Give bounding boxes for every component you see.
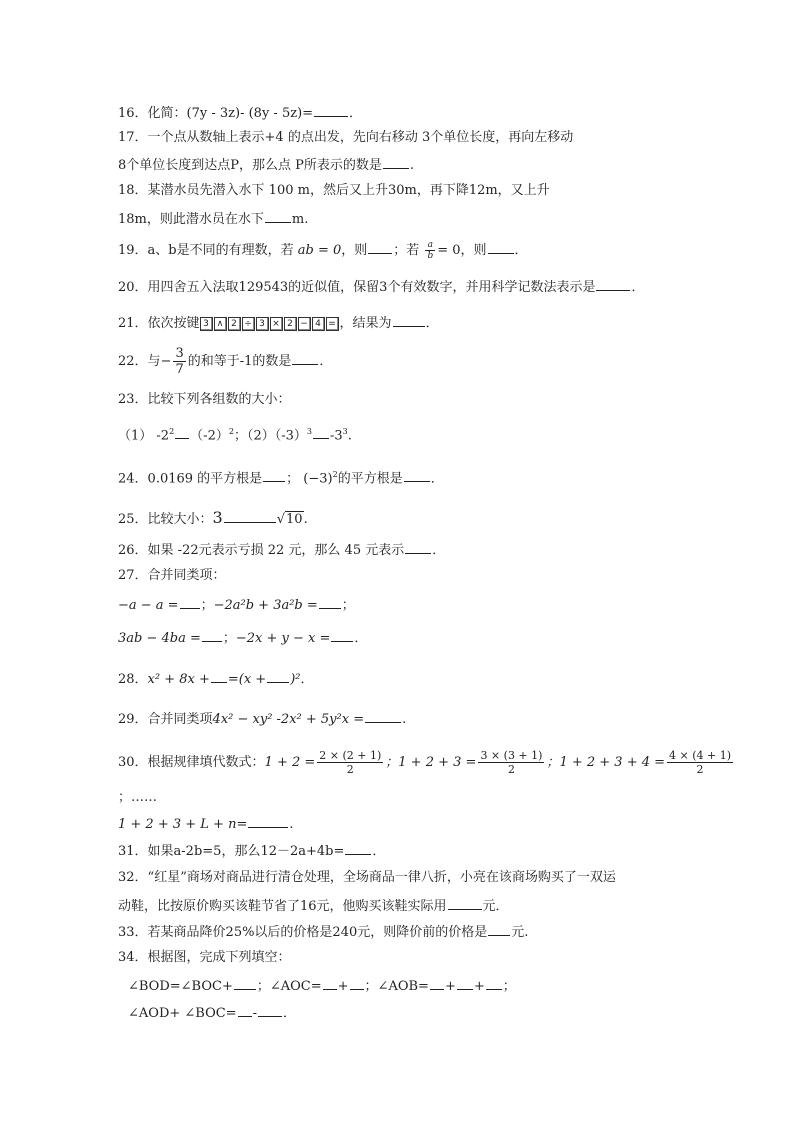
q34-blank2[interactable] — [323, 977, 337, 990]
q32-blank[interactable] — [448, 897, 482, 910]
q18-blank[interactable] — [265, 210, 291, 223]
calculator-key: = — [326, 317, 339, 331]
q34-blank3[interactable] — [350, 977, 364, 990]
q25-sqrt — [277, 509, 304, 531]
q30-general: 1 + 2 + 3 + L + n= — [118, 817, 248, 832]
q21-text-a: 21．依次按键 — [118, 316, 200, 331]
question-34-line3 — [128, 1004, 296, 1023]
question-16 — [118, 104, 362, 123]
calculator-key: 3 — [200, 317, 213, 331]
q32-line1: 32．“红星”商场对商品进行清仓处理，全场商品一律八折，小亮在该商场购买了一双运 — [118, 870, 616, 885]
q30-frac1-den: 2 — [346, 763, 354, 776]
question-29 — [118, 710, 406, 729]
q30-ellipsis: ；…… — [118, 790, 158, 805]
q30-end: . — [289, 817, 294, 832]
q27-end: ． — [354, 631, 368, 646]
q17-end: . — [409, 158, 415, 173]
calculator-key: ÷ — [242, 317, 255, 331]
question-23-line2 — [118, 423, 352, 445]
q25-text-a: 25．比较大小： — [118, 512, 213, 527]
question-23-line1 — [118, 391, 291, 409]
q34-l1f: + — [473, 979, 485, 994]
q23-exp2: 2 — [228, 427, 234, 436]
q29-end: . — [402, 712, 407, 727]
q19-frac-den: b — [427, 251, 434, 261]
q27-sep2: ； — [341, 598, 355, 613]
q33-blank[interactable] — [488, 923, 510, 936]
question-30-line3 — [118, 815, 293, 834]
q22-blank[interactable] — [292, 352, 318, 365]
q32-end: 元． — [482, 899, 509, 914]
q19-end: ． — [514, 243, 528, 258]
q19-frac-num: a — [425, 240, 435, 251]
q34-blank5[interactable] — [457, 977, 473, 990]
q34-title: 34．根据图，完成下列填空： — [118, 950, 291, 965]
q17-line1: 17．一个点从数轴上表示+4 的点出发，先向右移动 3个单位长度，再向左移动 — [118, 130, 574, 145]
q28-expr2: =(x + — [227, 672, 267, 687]
question-32-line2 — [118, 897, 509, 916]
q30-sum2: ；1 + 2 + 3 = — [385, 755, 477, 770]
q28-expr1: x² + 8x + — [147, 672, 210, 687]
q24-text-b: ； (−3) — [286, 471, 333, 487]
q27-blank1[interactable] — [180, 596, 200, 609]
q19-text-b: ，则 — [341, 243, 368, 258]
q30-frac1 — [317, 749, 383, 776]
q34-blank4[interactable] — [430, 977, 444, 990]
q23-exp1: 2 — [169, 427, 175, 436]
q19-text-c: ；若 — [393, 243, 420, 258]
q24-blank2[interactable] — [404, 469, 430, 482]
q34-l1a: ∠BOD=∠BOC+ — [128, 979, 233, 994]
q30-frac2-den: 2 — [507, 763, 515, 776]
q29-blank[interactable] — [365, 710, 401, 723]
q24-exp: 2 — [332, 470, 338, 479]
question-20 — [118, 278, 644, 297]
q25-radicand: 10 — [286, 512, 303, 527]
radical-sign-icon: √ — [276, 512, 286, 527]
q23-blank2[interactable] — [313, 426, 329, 439]
q25-blank[interactable] — [224, 510, 276, 523]
question-33 — [118, 923, 528, 942]
calculator-key: 4 — [312, 317, 325, 331]
q30-blank[interactable] — [248, 815, 288, 828]
q34-l2a: ∠AOD+ ∠BOC= — [128, 1006, 237, 1021]
q26-end: ． — [432, 543, 446, 558]
q22-fraction — [173, 346, 185, 377]
q23-p3: ；（2）（-3） — [233, 428, 307, 444]
q34-l1d: ；∠AOB= — [364, 979, 429, 994]
q22-text-b: 的和等于-1的数是 — [187, 354, 292, 369]
q21-blank[interactable] — [393, 314, 425, 327]
q27-expr1: −a − a = — [118, 598, 179, 613]
calculator-key: 2 — [284, 317, 297, 331]
calculator-key: ∧ — [214, 317, 227, 331]
q30-sum1: 1 + 2 = — [264, 755, 316, 770]
calculator-key: × — [270, 317, 283, 331]
q27-sep1: ； — [200, 598, 214, 613]
q23-p4: -3 — [329, 428, 343, 444]
question-30 — [118, 746, 735, 780]
q29-text: 29．合并同类项 — [118, 712, 213, 727]
q19-text-d: ，则 — [460, 243, 487, 258]
question-34-line2 — [128, 977, 516, 996]
q34-l1g: ； — [502, 979, 516, 994]
q23-end: . — [347, 428, 352, 444]
q23-exp4: 3 — [342, 427, 348, 436]
q34-l2b: - — [252, 1006, 257, 1021]
q27-expr2: −2a²b + 3a²b = — [213, 598, 318, 613]
q34-blank6[interactable] — [486, 977, 502, 990]
question-19 — [118, 238, 528, 264]
q28-blank2[interactable] — [267, 670, 289, 683]
q19-blank1[interactable] — [368, 241, 392, 254]
question-30-line2 — [118, 789, 157, 807]
q30-frac3-den: 2 — [696, 763, 704, 776]
q30-text: 30．根据规律填代数式： — [118, 755, 265, 770]
q24-text-a: 24．0.0169 的平方根是 — [118, 471, 263, 487]
q20-end: ． — [631, 280, 645, 295]
question-32-line1 — [118, 869, 616, 887]
question-28 — [118, 670, 314, 689]
calculator-key: − — [298, 317, 311, 331]
q25-end: . — [303, 512, 308, 527]
q16-end: ． — [349, 106, 363, 121]
calculator-key-sequence — [200, 316, 340, 331]
q27-expr3: 3ab − 4ba = — [118, 631, 201, 646]
q27-blank3[interactable] — [202, 629, 222, 642]
q20-blank[interactable] — [596, 278, 630, 291]
q21-end: ． — [425, 316, 439, 331]
q30-frac3 — [667, 749, 733, 776]
q30-frac2-num: 3 × (3 + 1) — [480, 749, 543, 762]
q17-blank[interactable] — [383, 156, 409, 169]
q18-line1: 18．某潜水员先潜入水下 100 m，然后又上升30m，再下降12m，又上升 — [118, 183, 550, 198]
q34-blank1[interactable] — [234, 977, 256, 990]
q30-frac1-num: 2 × (2 + 1) — [319, 749, 382, 762]
q17-line2: 8个单位长度到达点P，那么点 P所表示的数是 — [118, 158, 382, 173]
q31-blank[interactable] — [345, 842, 371, 855]
q28-num: 28． — [118, 672, 148, 687]
q27-blank4[interactable] — [331, 629, 353, 642]
q24-end: ． — [430, 471, 444, 487]
q30-frac2 — [478, 749, 544, 776]
q16-blank[interactable] — [314, 104, 348, 117]
question-22 — [118, 346, 332, 378]
q16-text: 16．化简：(7y - 3z)- (8y - 5z)= — [118, 106, 314, 121]
q19-fraction — [425, 240, 435, 261]
q19-cond2: = 0 — [437, 243, 461, 258]
calculator-key: 3 — [256, 317, 269, 331]
q21-text-b: ，结果为 — [339, 316, 392, 331]
q27-blank2[interactable] — [319, 596, 341, 609]
q22-frac-num: 3 — [175, 346, 184, 361]
q23-p2: （-2） — [190, 428, 229, 444]
question-25 — [118, 507, 308, 531]
q22-end: ． — [319, 354, 333, 369]
q34-l1c: + — [337, 979, 349, 994]
q29-expr: 4x² − xy² -2x² + 5y²x = — [212, 712, 365, 727]
q34-l1b: ；∠AOC= — [256, 979, 322, 994]
q34-l1e: + — [444, 979, 456, 994]
q18-line2: 18m，则此潜水员在水下 — [118, 212, 264, 227]
q23-blank1[interactable] — [175, 426, 189, 439]
q28-blank1[interactable] — [211, 670, 227, 683]
q23-exp3: 3 — [306, 427, 312, 436]
q32-line2: 动鞋，比按原价购买该鞋节省了16元，他购买该鞋实际用 — [118, 899, 447, 914]
question-26 — [118, 541, 445, 560]
question-17-line2 — [118, 156, 414, 175]
question-17-line1 — [118, 129, 573, 147]
q23-line1: 23．比较下列各组数的大小： — [118, 392, 291, 407]
q23-p1: （1） -2 — [118, 428, 170, 444]
q19-text-a: 19．a、b是不同的有理数，若 — [118, 243, 294, 258]
q24-text-c: 的平方根是 — [337, 471, 403, 487]
q26-text: 26．如果 -22元表示亏损 22 元，那么 45 元表示 — [118, 543, 405, 558]
q26-blank[interactable] — [405, 541, 431, 554]
q27-sep3: ； — [222, 631, 236, 646]
q28-expr3: )² — [290, 672, 301, 687]
q24-blank1[interactable] — [263, 469, 285, 482]
question-21 — [118, 314, 439, 333]
q34-end: ． — [282, 1006, 296, 1021]
q22-text-a: 22．与− — [118, 354, 172, 369]
q33-end: 元. — [511, 925, 529, 940]
question-18-line1 — [118, 182, 550, 200]
q34-blank8[interactable] — [258, 1004, 282, 1017]
q31-end: ． — [372, 844, 386, 859]
q27-title: 27．合并同类项： — [118, 568, 226, 583]
q20-text: 20．用四舍五入法取129543的近似值，保留3个有效数字，并用科学记数法表示是 — [118, 280, 596, 295]
q30-sum3: ；1 + 2 + 3 + 4 = — [546, 755, 666, 770]
q27-expr4: −2x + y − x = — [235, 631, 331, 646]
q18-end: m. — [291, 212, 309, 227]
q33-text: 33．若某商品降价25%以后的价格是240元，则降价前的价格是 — [118, 925, 488, 940]
q22-frac-den: 7 — [175, 362, 184, 377]
q31-text: 31．如果a-2b=5，那么12－2a+4b= — [118, 844, 345, 859]
q19-cond1: ab = 0 — [297, 243, 342, 258]
question-27-title — [118, 567, 226, 585]
question-27-line3 — [118, 629, 367, 648]
q25-three: 3 — [212, 508, 223, 527]
question-24 — [118, 466, 444, 488]
question-31 — [118, 842, 385, 861]
question-18-line2 — [118, 210, 308, 229]
question-27-line2 — [118, 596, 355, 615]
calculator-key: 2 — [228, 317, 241, 331]
q19-blank2[interactable] — [488, 241, 514, 254]
q30-frac3-num: 4 × (4 + 1) — [669, 749, 732, 762]
q28-end: ． — [300, 672, 314, 687]
q34-blank7[interactable] — [238, 1004, 252, 1017]
question-34-title — [118, 949, 291, 967]
